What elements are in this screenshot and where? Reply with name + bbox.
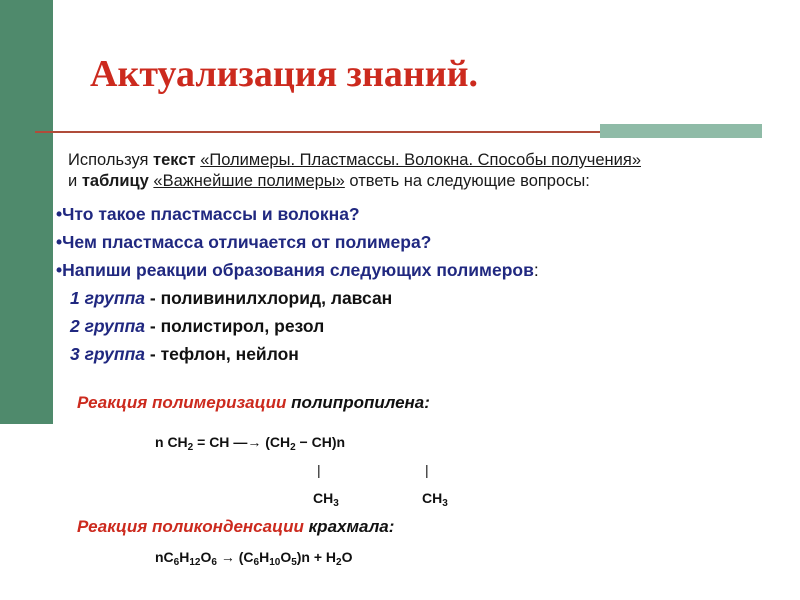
eq-ch-n: − CH)n xyxy=(295,434,346,450)
title-divider-line xyxy=(35,131,605,133)
title-divider-block xyxy=(600,124,762,138)
eq-equals-ch: = CH xyxy=(193,434,234,450)
question-text: Напиши реакции образования следующих полимеров xyxy=(62,260,534,280)
eq-subscript: 3 xyxy=(333,498,339,509)
polycondensation-subject: крахмала: xyxy=(308,517,395,536)
bond-bar: | xyxy=(425,462,429,478)
eq-subscript: 3 xyxy=(442,498,448,509)
eq-part: O xyxy=(341,549,353,565)
eq-subscript: 12 xyxy=(189,557,201,568)
eq-part: )n + H xyxy=(296,549,337,565)
groups-list xyxy=(70,284,392,368)
question-item xyxy=(56,200,539,228)
methyl-text: CH xyxy=(313,490,334,506)
methyl-text: CH xyxy=(422,490,443,506)
group-text: - поливинилхлорид, лавсан xyxy=(145,288,393,308)
eq-part: H xyxy=(179,549,190,565)
group-label: 2 группа xyxy=(70,316,146,336)
reaction-arrow-icon: → (C xyxy=(216,549,254,565)
methyl-group xyxy=(422,490,448,509)
question-item xyxy=(56,228,539,256)
polypropylene-equation xyxy=(155,434,345,453)
group-item xyxy=(70,340,392,368)
question-text: Что такое пластмассы и волокна? xyxy=(62,204,360,224)
eq-subscript: 6 xyxy=(253,557,260,568)
eq-subscript: 10 xyxy=(269,557,281,568)
starch-equation xyxy=(155,549,353,568)
group-item xyxy=(70,284,392,312)
eq-subscript: 2 xyxy=(187,442,194,453)
reaction-arrow-icon: —→ xyxy=(233,434,262,450)
bond-bar: | xyxy=(317,462,321,478)
eq-subscript: 6 xyxy=(173,557,180,568)
polymerization-heading xyxy=(77,393,430,413)
eq-part: O xyxy=(200,549,212,565)
eq-part: O xyxy=(280,549,292,565)
intro-part-1: Используя xyxy=(68,151,154,169)
eq-part: H xyxy=(259,549,270,565)
eq-part: nC xyxy=(155,549,174,565)
eq-subscript: 6 xyxy=(211,557,217,568)
group-item xyxy=(70,312,392,340)
question-item xyxy=(56,256,539,284)
polymerization-subject: полипропилена: xyxy=(291,393,430,412)
bullet-icon: • xyxy=(56,204,63,224)
methyl-group xyxy=(313,490,339,509)
questions-list xyxy=(56,200,539,284)
question-text: Чем пластмасса отличается от полимера? xyxy=(62,232,432,252)
intro-text xyxy=(68,150,641,192)
intro-bold-text: текст xyxy=(153,151,196,169)
polymerization-label: Реакция полимеризации xyxy=(77,393,292,412)
polycondensation-label: Реакция поликонденсации xyxy=(77,517,309,536)
intro-text-title: «Полимеры. Пластмассы. Волокна. Способы получения» xyxy=(200,151,641,169)
eq-subscript: 2 xyxy=(336,557,342,568)
eq-ch2-paren: (CH xyxy=(261,434,291,450)
bullet-icon: • xyxy=(56,260,63,280)
eq-subscript: 2 xyxy=(290,442,296,453)
question-colon: : xyxy=(533,260,539,280)
intro-part-3: ответь на следующие вопросы: xyxy=(344,172,590,190)
intro-bold-table: таблицу xyxy=(81,172,149,190)
intro-table-title: «Важнейшие полимеры» xyxy=(153,172,345,190)
group-text: - полистирол, резол xyxy=(145,316,325,336)
side-decor-bar xyxy=(0,0,53,424)
eq-n-ch2: n CH xyxy=(155,434,188,450)
slide-title: Актуализация знаний. xyxy=(90,53,479,95)
intro-part-2: и xyxy=(68,172,82,190)
group-text: - тефлон, нейлон xyxy=(145,344,299,364)
group-label: 1 группа xyxy=(70,288,146,308)
group-label: 3 группа xyxy=(70,344,146,364)
polycondensation-heading xyxy=(77,517,394,537)
bullet-icon: • xyxy=(56,232,63,252)
eq-subscript: 5 xyxy=(291,557,297,568)
